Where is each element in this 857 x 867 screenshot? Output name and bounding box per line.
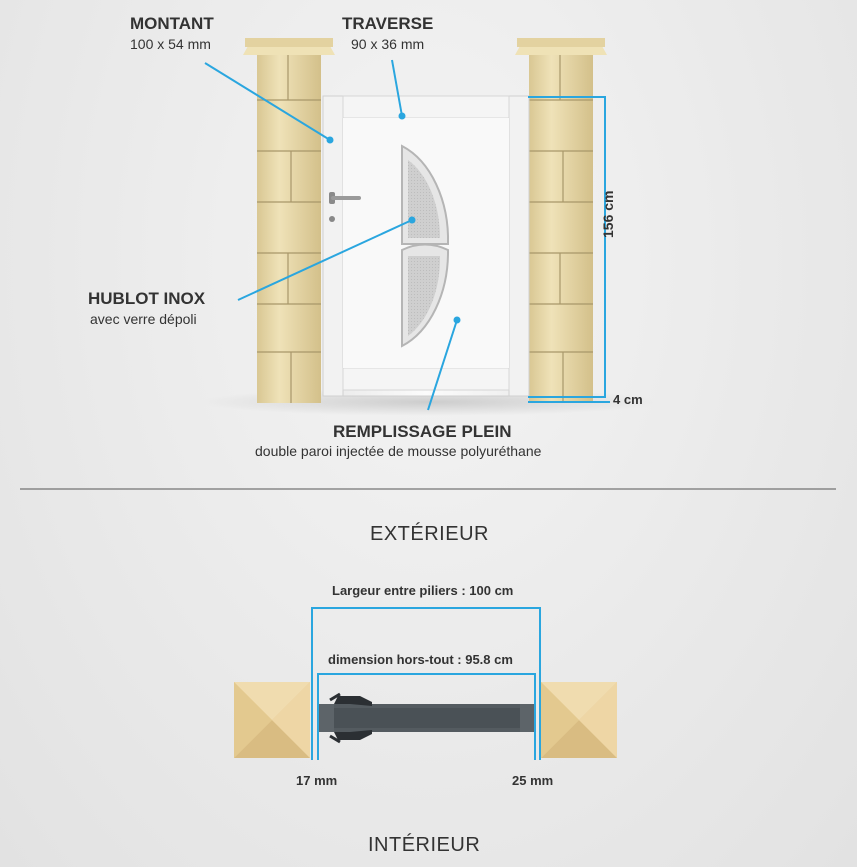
montant-sub: 100 x 54 mm [130,36,211,52]
largeur-label: Largeur entre piliers : 100 cm [332,583,514,598]
remplissage-title: REMPLISSAGE PLEIN [333,422,512,441]
gap-bottom-label: 4 cm [613,392,643,407]
remplissage-sub: double paroi injectée de mousse polyuréthane [255,443,542,459]
exterieur-heading: EXTÉRIEUR [370,523,489,545]
height-label: 156 cm [600,190,616,238]
callout-dot-montant [327,137,334,144]
hors-tout-label: dimension hors-tout : 95.8 cm [328,652,513,667]
traverse-sub: 90 x 36 mm [351,36,425,52]
left-pillar [243,38,335,403]
hublot-title: HUBLOT INOX [88,289,206,308]
hublot-sub: avec verre dépoli [90,311,197,327]
left-gap-label: 17 mm [296,773,338,788]
interieur-heading: INTÉRIEUR [368,834,481,856]
montant-title: MONTANT [130,14,214,33]
callout-dot-traverse [399,113,406,120]
callout-dot-hublot [409,217,416,224]
right-gap-label: 25 mm [512,773,554,788]
top-view-gate-profile [318,694,536,742]
top-view-right-post [541,682,617,758]
callout-dot-remplissage [454,317,461,324]
traverse-title: TRAVERSE [342,14,434,33]
top-view-left-post [234,682,310,758]
